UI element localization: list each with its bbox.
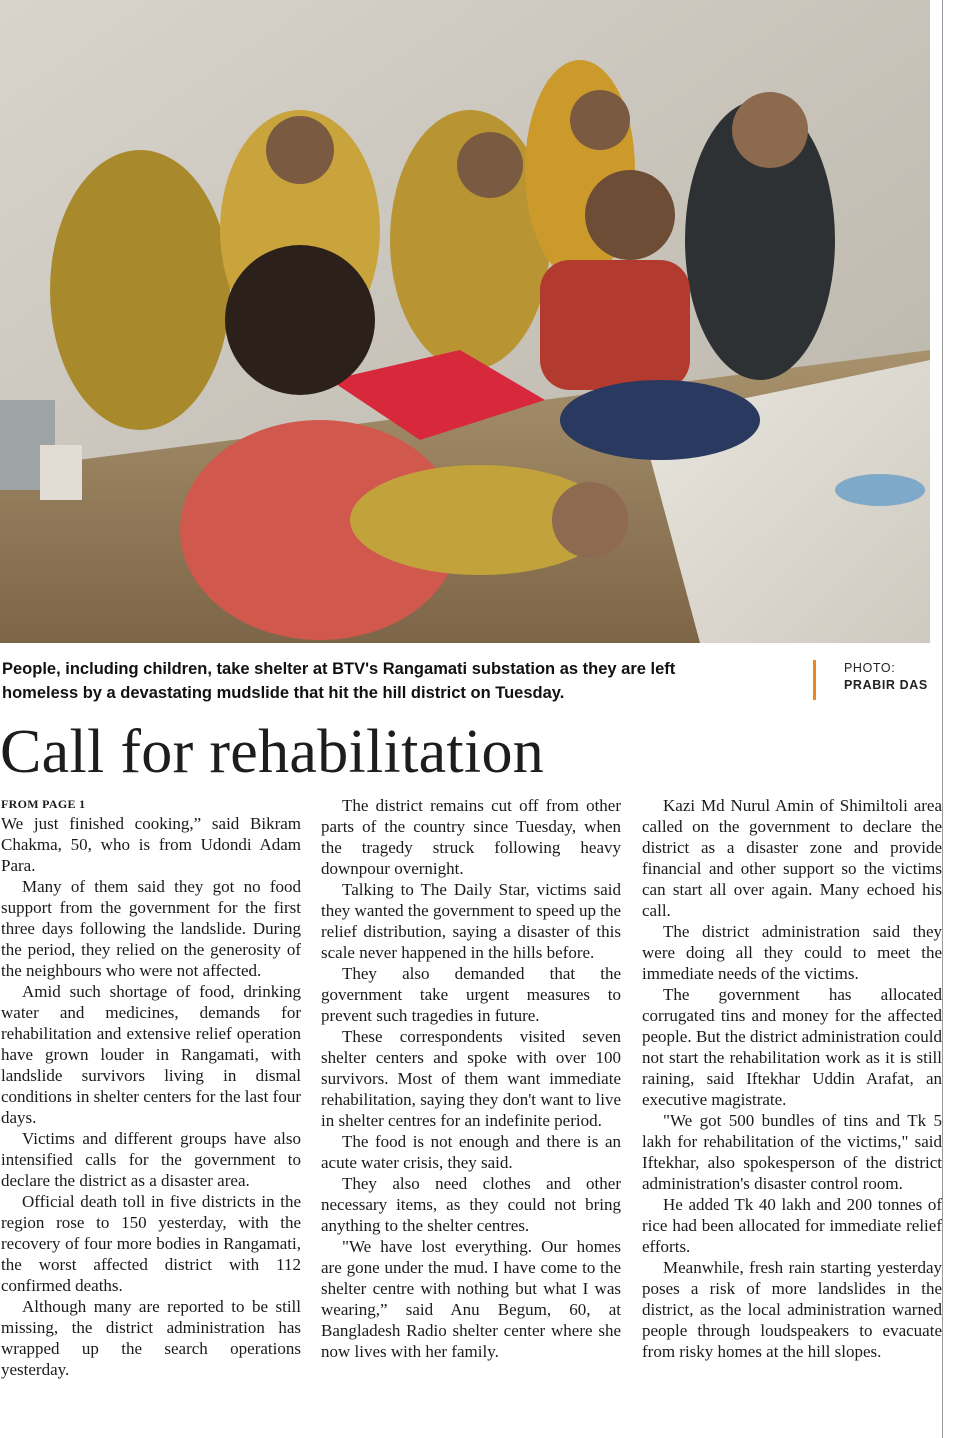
family-shelter-photo (0, 0, 930, 643)
news-photo (0, 0, 930, 643)
paragraph: Talking to The Daily Star, victims said they wanted the government to speed up the relief distribution, saying a disaster of this scale never happened in the hills before. (321, 880, 621, 962)
page-edge-rule (942, 0, 943, 1438)
paragraph: Although many are reported to be still missing, the district administration has wrapped up the search operations yesterday. (1, 1297, 301, 1379)
photo-credit (813, 660, 928, 700)
photo-credit-name: PRABIR DAS (844, 678, 928, 692)
paragraph: Victims and different groups have also intensified calls for the government to declare the district as a disaster area. (1, 1129, 301, 1190)
paragraph: Many of them said they got no food support from the government for the first three days following the landslide. During the period, they relied on the generosity of the neighbours who were not affected. (1, 877, 301, 980)
paragraph: He added Tk 40 lakh and 200 tonnes of rice had been allocated for immediate relief efforts. (642, 1195, 942, 1256)
headline: Call for rehabilitation (0, 718, 545, 786)
paragraph: "We got 500 bundles of tins and Tk 5 lakh for rehabilitation of the victims," said Iftekhar, also spokesperson of the district administration's disaster control room. (642, 1111, 942, 1193)
paragraph: The food is not enough and there is an acute water crisis, they said. (321, 1132, 621, 1172)
continuation-label: FROM PAGE 1 (1, 797, 86, 811)
paragraph: The government has allocated corrugated tins and money for the affected people. But the district administration could not start the rehabilitation work as it is still raining, said Iftekhar Uddin Arafat, an executive magistrate. (642, 985, 942, 1109)
photo-credit-label: PHOTO: (844, 661, 896, 675)
paragraph: These correspondents visited seven shelter centers and spoke with over 100 survivors. Most of them want immediate rehabilitation, saying they don't want to live in shelter centres for an indefinite period. (321, 1027, 621, 1130)
paragraph: They also need clothes and other necessary items, as they could not bring anything to the shelter centres. (321, 1174, 621, 1235)
paragraph: Amid such shortage of food, drinking water and medicines, demands for rehabilitation and extensive relief operation have grown louder in Rangamati, with landslide survivors living in dismal conditions in shelter centers for the last four days. (1, 982, 301, 1127)
paragraph: The district remains cut off from other parts of the country since Tuesday, when the tragedy struck following heavy downpour overnight. (321, 796, 621, 878)
paragraph: We just finished cooking,” said Bikram Chakma, 50, who is from Udondi Adam Para. (1, 814, 301, 875)
article-column-1 (1, 795, 301, 1380)
paragraph: Official death toll in five districts in the region rose to 150 yesterday, with the recovery of four more bodies in Rangamati, the worst affected district with 112 confirmed deaths. (1, 1192, 301, 1295)
paragraph: They also demanded that the government take urgent measures to prevent such tragedies in future. (321, 964, 621, 1025)
article-column-3 (642, 795, 942, 1362)
photo-caption: People, including children, take shelter at BTV's Rangamati substation as they are left homeless by a devastating mudslide that hit the hill district on Tuesday. (2, 660, 676, 702)
paragraph: "We have lost everything. Our homes are gone under the mud. I have come to the shelter centre with nothing but what I was wearing,” said Anu Begum, 60, at Bangladesh Radio shelter center where she now lives with her family. (321, 1237, 621, 1361)
article-column-2 (321, 795, 621, 1362)
paragraph: Kazi Md Nurul Amin of Shimiltoli area called on the government to declare the district as a disaster zone and provide financial and other support so the victims can start all over again. Many echoed his call. (642, 796, 942, 920)
paragraph: The district administration said they were doing all they could to meet the immediate needs of the victims. (642, 922, 942, 983)
paragraph: Meanwhile, fresh rain starting yesterday poses a risk of more landslides in the district, as the local administration warned people through loudspeakers to evacuate from risky homes at the hill slopes. (642, 1258, 942, 1361)
